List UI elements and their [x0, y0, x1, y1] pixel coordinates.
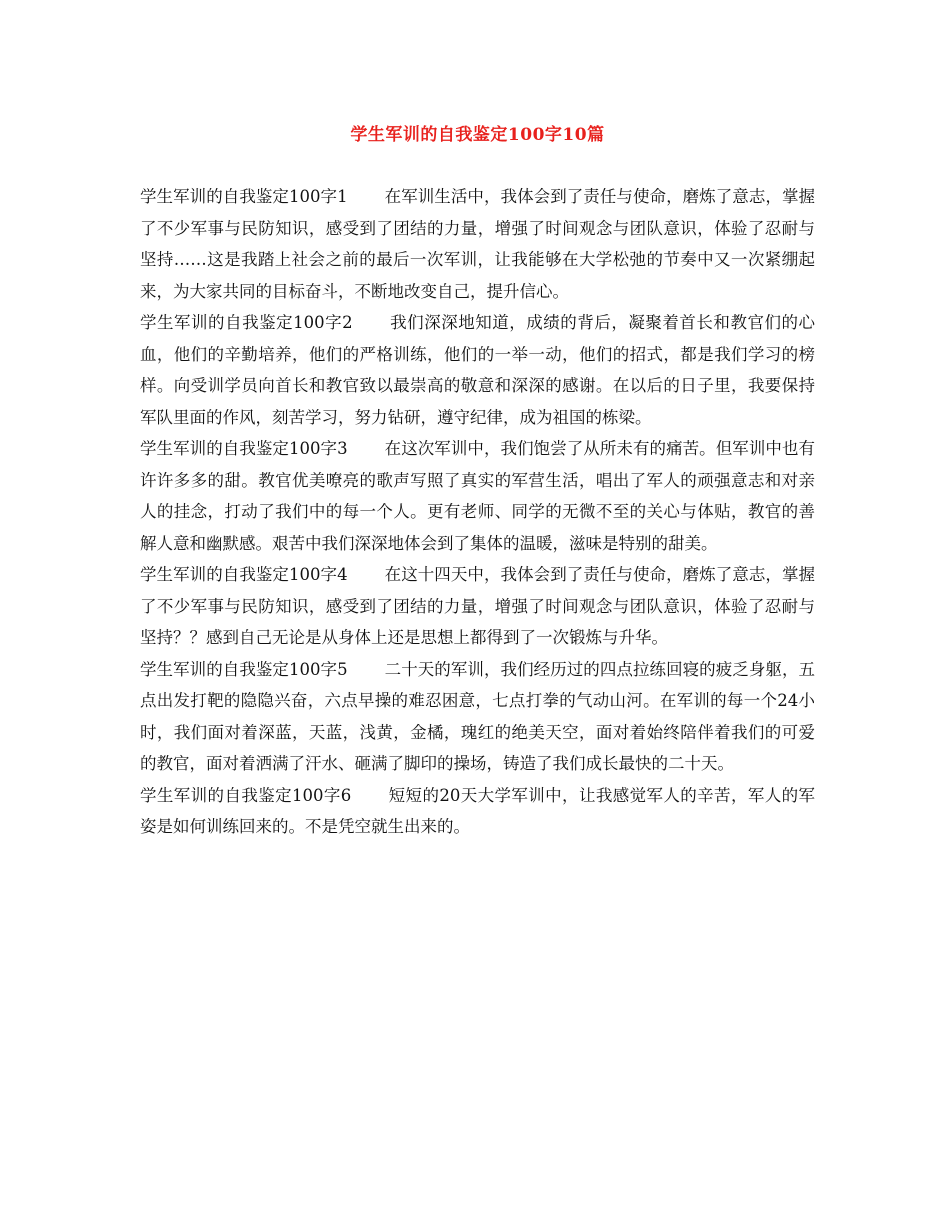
paragraph-4 — [140, 559, 815, 654]
paragraph-text: 在这十四天中，我体会到了责任与使命，磨炼了意志，掌握了不少军事与民防知识，感受到了团结的力量，增强了时间观念与团队意识，体验了忍耐与坚持？？感到自己无论是从身体上还是思想上都得到了一次锻炼与升华。 — [140, 565, 815, 647]
paragraph-heading: 学生军训的自我鉴定100字1 — [140, 187, 348, 206]
document-body — [140, 181, 815, 843]
paragraph-heading: 学生军训的自我鉴定100字4 — [140, 565, 348, 584]
paragraph-3 — [140, 433, 815, 559]
paragraph-text: 我们深深地知道，成绩的背后，凝聚着首长和教官们的心血，他们的辛勤培养，他们的严格训练，他们的一举一动，他们的招式，都是我们学习的榜样。向受训学员向首长和教官致以最崇高的敬意和深深的感谢。在以后的日子里，我要保持军队里面的作风，刻苦学习，努力钻研，遵守纪律，成为祖国的栋梁。 — [140, 313, 816, 427]
paragraph-2 — [140, 307, 815, 433]
paragraph-1 — [140, 181, 815, 307]
paragraph-5 — [140, 654, 815, 780]
paragraph-heading: 学生军训的自我鉴定100字3 — [140, 439, 348, 458]
paragraph-6 — [140, 780, 815, 843]
paragraph-text: 在军训生活中，我体会到了责任与使命，磨炼了意志，掌握了不少军事与民防知识，感受到了团结的力量，增强了时间观念与团队意识，体验了忍耐与坚持……这是我踏上社会之前的最后一次军训，让我能够在大学松弛的节奏中又一次紧绷起来，为大家共同的目标奋斗，不断地改变自己，提升信心。 — [140, 187, 815, 301]
paragraph-heading: 学生军训的自我鉴定100字6 — [140, 785, 352, 805]
document-title: 学生军训的自我鉴定100字10篇 — [350, 125, 605, 145]
paragraph-heading: 学生军训的自我鉴定100字5 — [140, 659, 348, 679]
paragraph-text: 二十天的军训，我们经历过的四点拉练回寝的疲乏身躯，五点出发打靶的隐隐兴奋，六点早操的难忍困意，七点打拳的气动山河。在军训的每一个24小时，我们面对着深蓝，天蓝，浅黄，金橘，瑰红的绝美天空，面对着始终陪伴着我们的可爱的教官，面对着洒满了汗水、砸满了脚印的操场，铸造了我们成长最快的二十天。 — [140, 659, 815, 773]
paragraph-text: 短短的20天大学军训中，让我感觉军人的辛苦，军人的军姿是如何训练回来的。不是凭空就生出来的。 — [140, 785, 815, 836]
paragraph-heading: 学生军训的自我鉴定100字2 — [140, 313, 353, 332]
paragraph-text: 在这次军训中，我们饱尝了从所未有的痛苦。但军训中也有许许多多的甜。教官优美嘹亮的歌声写照了真实的军营生活，唱出了军人的顽强意志和对亲人的挂念，打动了我们中的每一个人。更有老师、同学的无微不至的关心与体贴，教官的善解人意和幽默感。艰苦中我们深深地体会到了集体的温暖，滋味是特别的甜美。 — [140, 439, 815, 553]
